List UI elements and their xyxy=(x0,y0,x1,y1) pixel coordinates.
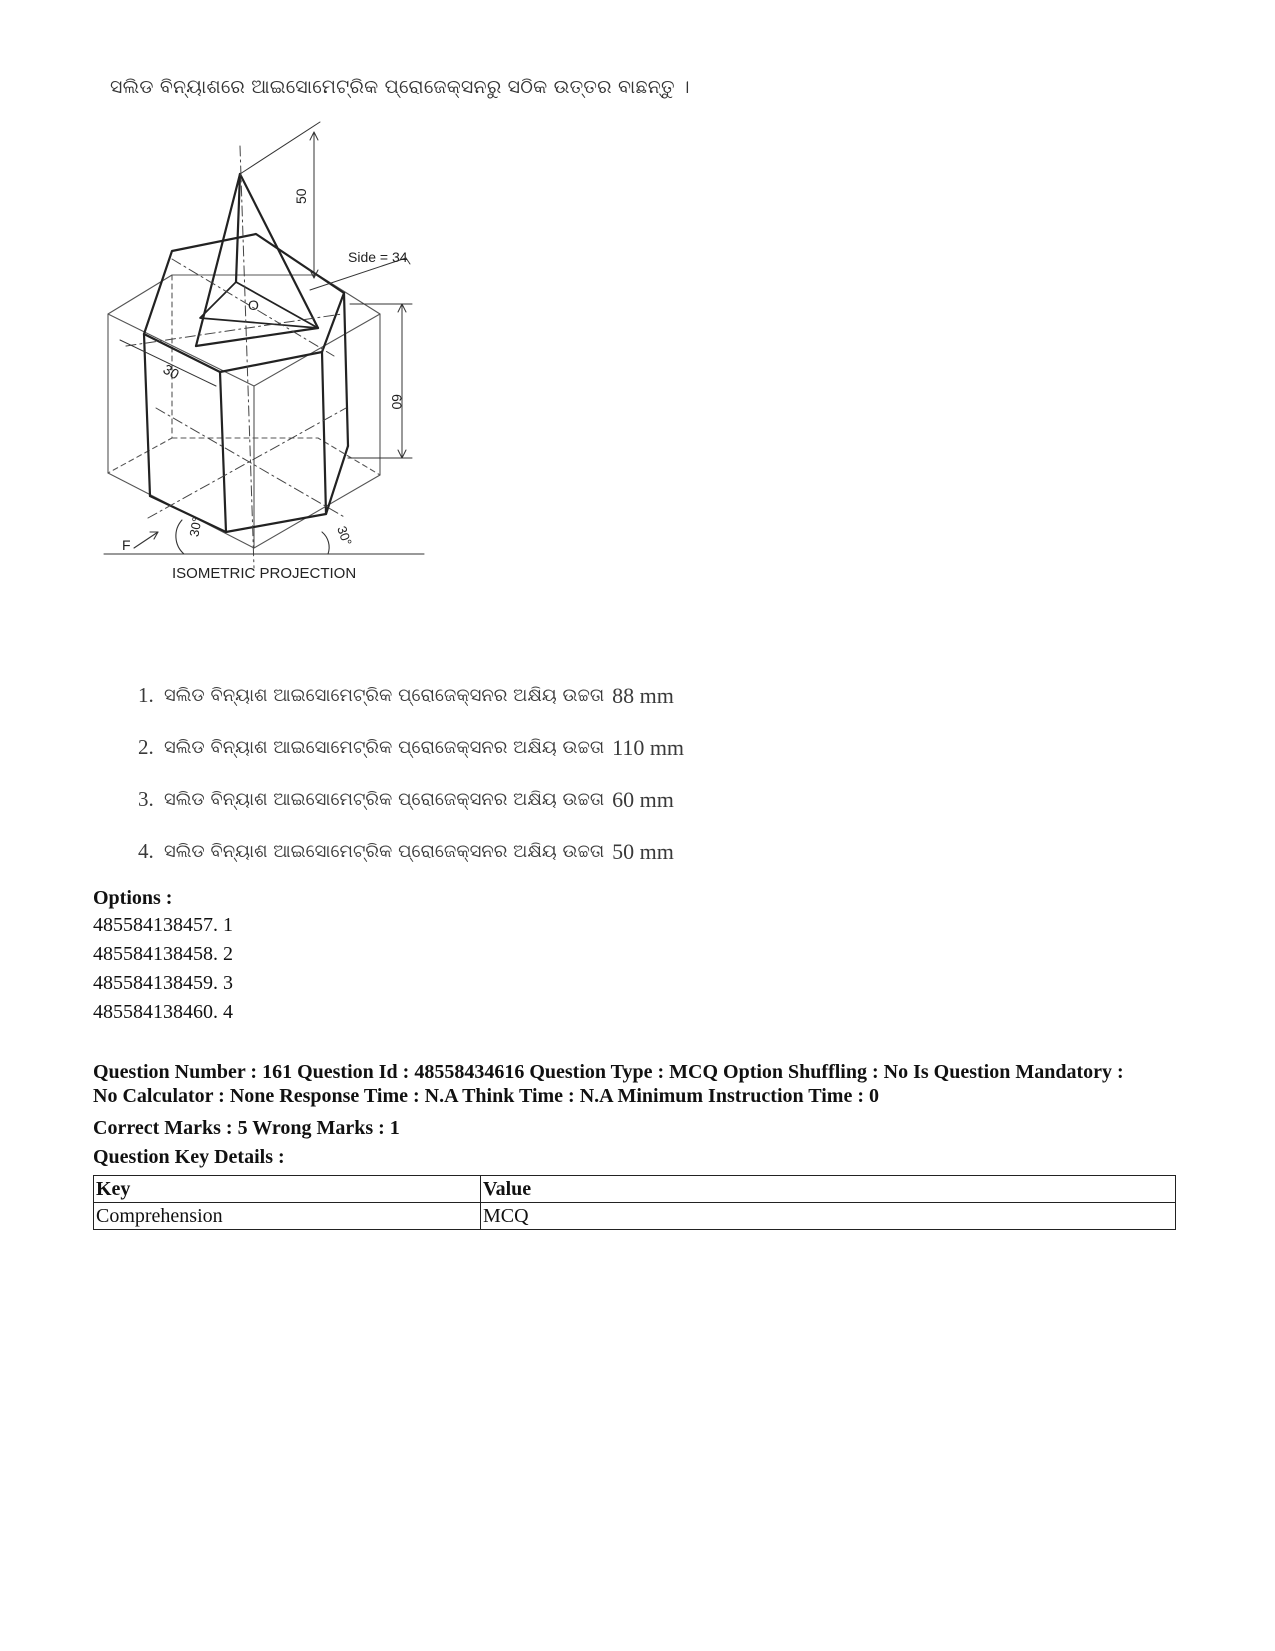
key-details-heading: Question Key Details : xyxy=(93,1146,285,1168)
answer-choice xyxy=(138,683,684,735)
marks-info: Correct Marks : 5 Wrong Marks : 1 xyxy=(93,1117,400,1139)
answer-text: ସଲିଡ ବିନ୍ୟାଶ ଆଇସୋମେଟ୍ରିକ ପ୍ରୋଜେକ୍ସନର ଅକ୍ଷିୟ ଉଚ୍ଚତା xyxy=(164,789,605,810)
answer-number: 3. xyxy=(138,787,154,811)
table-header-key: Key xyxy=(94,1176,481,1203)
question-text: ସଲିଡ ବିନ୍ୟାଶରେ ଆଇସୋମେଟ୍ରିକ ପ୍ରୋଜେକ୍ସନରୁ ସଠିକ ଉତ୍ତର ବାଛନ୍ତୁ । xyxy=(110,76,690,98)
option-item: 485584138457. 1 xyxy=(93,914,233,936)
dim-label-30: 30 xyxy=(160,360,182,383)
option-item: 485584138459. 3 xyxy=(93,972,233,994)
answer-choice xyxy=(138,787,684,839)
table-row xyxy=(94,1203,1176,1230)
option-item: 485584138460. 4 xyxy=(93,1001,233,1023)
answer-value: 88 mm xyxy=(612,683,674,708)
answer-choices xyxy=(138,683,684,891)
question-meta xyxy=(93,1060,1183,1108)
answer-text: ସଲିଡ ବିନ୍ୟାଶ ଆଇସୋମେଟ୍ରିକ ପ୍ରୋଜେକ୍ସନର ଅକ୍ଷିୟ ଉଚ୍ଚତା xyxy=(164,685,605,706)
front-label-f: F xyxy=(122,537,131,553)
answer-value: 60 mm xyxy=(612,787,674,812)
table-cell-value: MCQ xyxy=(481,1203,1176,1230)
figure-caption: ISOMETRIC PROJECTION xyxy=(172,565,357,582)
dim-label-side: Side = 34 xyxy=(348,249,408,265)
options-list xyxy=(93,914,233,1030)
answer-number: 2. xyxy=(138,735,154,759)
answer-choice xyxy=(138,735,684,787)
center-label-o: O xyxy=(248,297,259,313)
option-item: 485584138458. 2 xyxy=(93,943,233,965)
answer-number: 1. xyxy=(138,683,154,707)
angle-label-right: 30° xyxy=(334,523,355,548)
answer-value: 50 mm xyxy=(612,839,674,864)
table-header-row xyxy=(94,1176,1176,1203)
table-cell-key: Comprehension xyxy=(94,1203,481,1230)
answer-number: 4. xyxy=(138,839,154,863)
options-heading: Options : xyxy=(93,887,173,909)
answer-choice xyxy=(138,839,684,891)
isometric-projection-figure xyxy=(96,118,456,618)
answer-text: ସଲିଡ ବିନ୍ୟାଶ ଆଇସୋମେଟ୍ରିକ ପ୍ରୋଜେକ୍ସନର ଅକ୍ଷିୟ ଉଚ୍ଚତା xyxy=(164,737,605,758)
question-meta-line1: Question Number : 161 Question Id : 48558434616 Question Type : MCQ Option Shuffling : No Is Question Mandatory : xyxy=(93,1061,1124,1083)
dim-label-50: 50 xyxy=(293,188,309,204)
key-details-table xyxy=(93,1175,1176,1230)
question-meta-line2: No Calculator : None Response Time : N.A Think Time : N.A Minimum Instruction Time : 0 xyxy=(93,1085,879,1107)
table-header-value: Value xyxy=(481,1176,1176,1203)
dim-label-60: 60 xyxy=(389,394,405,410)
angle-label-left: 30° xyxy=(186,515,205,538)
answer-text: ସଲିଡ ବିନ୍ୟାଶ ଆଇସୋମେଟ୍ରିକ ପ୍ରୋଜେକ୍ସନର ଅକ୍ଷିୟ ଉଚ୍ଚତା xyxy=(164,841,605,862)
isometric-drawing xyxy=(96,118,456,618)
answer-value: 110 mm xyxy=(612,735,685,760)
